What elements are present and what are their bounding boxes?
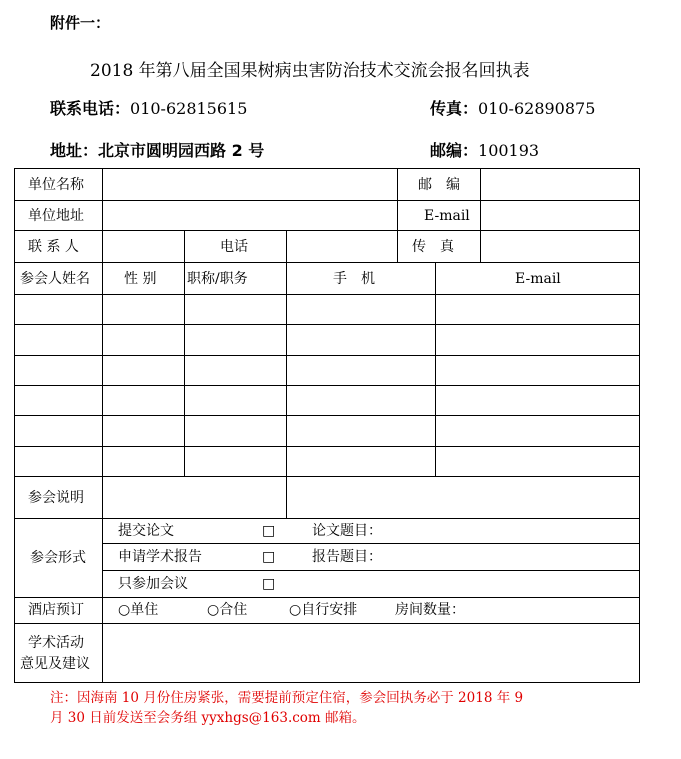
note-line2: 月 30 日前发送至会务组 yyxhgs@163.com 邮箱。 <box>50 710 366 726</box>
vline <box>397 230 398 263</box>
note-line1: 注：因海南 10 月份住房紧张，需要提前预定住宿，参会回执务必于 2018 年 9 <box>50 690 524 706</box>
suggest-line1: 学术活动 <box>28 635 84 651</box>
suggest-line2: 意见及建议 <box>20 656 90 672</box>
hline <box>14 200 640 201</box>
option-report-label: 申请学术报告 <box>118 549 202 565</box>
hotel-label: 酒店预订 <box>28 602 84 618</box>
col-mobile: 手 机 <box>333 271 375 287</box>
hotel-option-shared[interactable]: ○合住 <box>207 602 248 618</box>
hline <box>14 476 640 477</box>
address-line <box>50 138 264 161</box>
unit-address-label: 单位地址 <box>28 208 84 224</box>
format-label: 参会形式 <box>30 550 86 566</box>
fax-value: 010-62890875 <box>478 99 596 118</box>
hline <box>14 385 640 386</box>
contact-person-label: 联 系 人 <box>28 239 79 255</box>
vline <box>435 262 436 477</box>
hotel-option-single[interactable]: ○单住 <box>118 602 159 618</box>
postcode-cell-label: 邮 编 <box>418 177 460 193</box>
hline <box>102 543 640 544</box>
address-value: 北京市圆明园西路 2 号 <box>98 141 265 160</box>
room-count-label: 房间数量： <box>395 602 465 618</box>
col-gender: 性 别 <box>124 271 157 287</box>
fax-line <box>430 96 595 119</box>
col-title: 职称/职务 <box>187 271 248 287</box>
unit-name-label: 单位名称 <box>28 177 84 193</box>
option-attend-checkbox[interactable]: □ <box>262 576 276 592</box>
hline <box>14 518 640 519</box>
address-label: 地址： <box>50 141 99 160</box>
hline <box>14 294 640 295</box>
meeting-note-label: 参会说明 <box>28 490 84 506</box>
hline <box>14 682 640 683</box>
form-title: 2018 年第八届全国果树病虫害防治技术交流会报名回执表 <box>90 61 530 81</box>
hline <box>14 324 640 325</box>
vline <box>286 230 287 263</box>
vline <box>102 168 103 683</box>
hline <box>14 446 640 447</box>
phone-line <box>50 96 247 119</box>
fax-label: 传真： <box>430 99 479 118</box>
hline <box>102 570 640 571</box>
phone-cell-label: 电话 <box>220 239 248 255</box>
option-paper-checkbox[interactable]: □ <box>262 523 276 539</box>
hline <box>14 623 640 624</box>
hline <box>14 415 640 416</box>
postcode-label: 邮编： <box>430 141 479 160</box>
postcode-line <box>430 138 539 161</box>
hline <box>14 355 640 356</box>
hotel-option-self[interactable]: ○自行安排 <box>289 602 358 618</box>
vline <box>480 230 481 263</box>
hline <box>14 262 640 263</box>
hline <box>14 597 640 598</box>
col-name: 参会人姓名 <box>20 271 90 287</box>
option-paper-detail: 论文题目： <box>312 523 382 539</box>
option-report-checkbox[interactable]: □ <box>262 549 276 565</box>
hline <box>14 168 640 169</box>
option-report-detail: 报告题目： <box>312 549 382 565</box>
attachment-label: 附件一： <box>50 14 111 32</box>
email-cell-label: E-mail <box>424 208 470 224</box>
vline <box>480 168 481 231</box>
vline <box>286 262 287 519</box>
table-border-left <box>14 168 15 683</box>
phone-value: 010-62815615 <box>130 99 248 118</box>
fax-cell-label: 传 真 <box>412 239 454 255</box>
vline <box>184 230 185 263</box>
postcode-value: 100193 <box>478 141 540 160</box>
vline <box>184 262 185 477</box>
table-border-right <box>639 168 640 683</box>
vline <box>397 168 398 231</box>
phone-label: 联系电话： <box>50 99 131 118</box>
option-paper-label: 提交论文 <box>118 523 174 539</box>
col-email: E-mail <box>515 271 561 287</box>
option-attend-label: 只参加会议 <box>118 576 188 592</box>
hline <box>14 230 640 231</box>
